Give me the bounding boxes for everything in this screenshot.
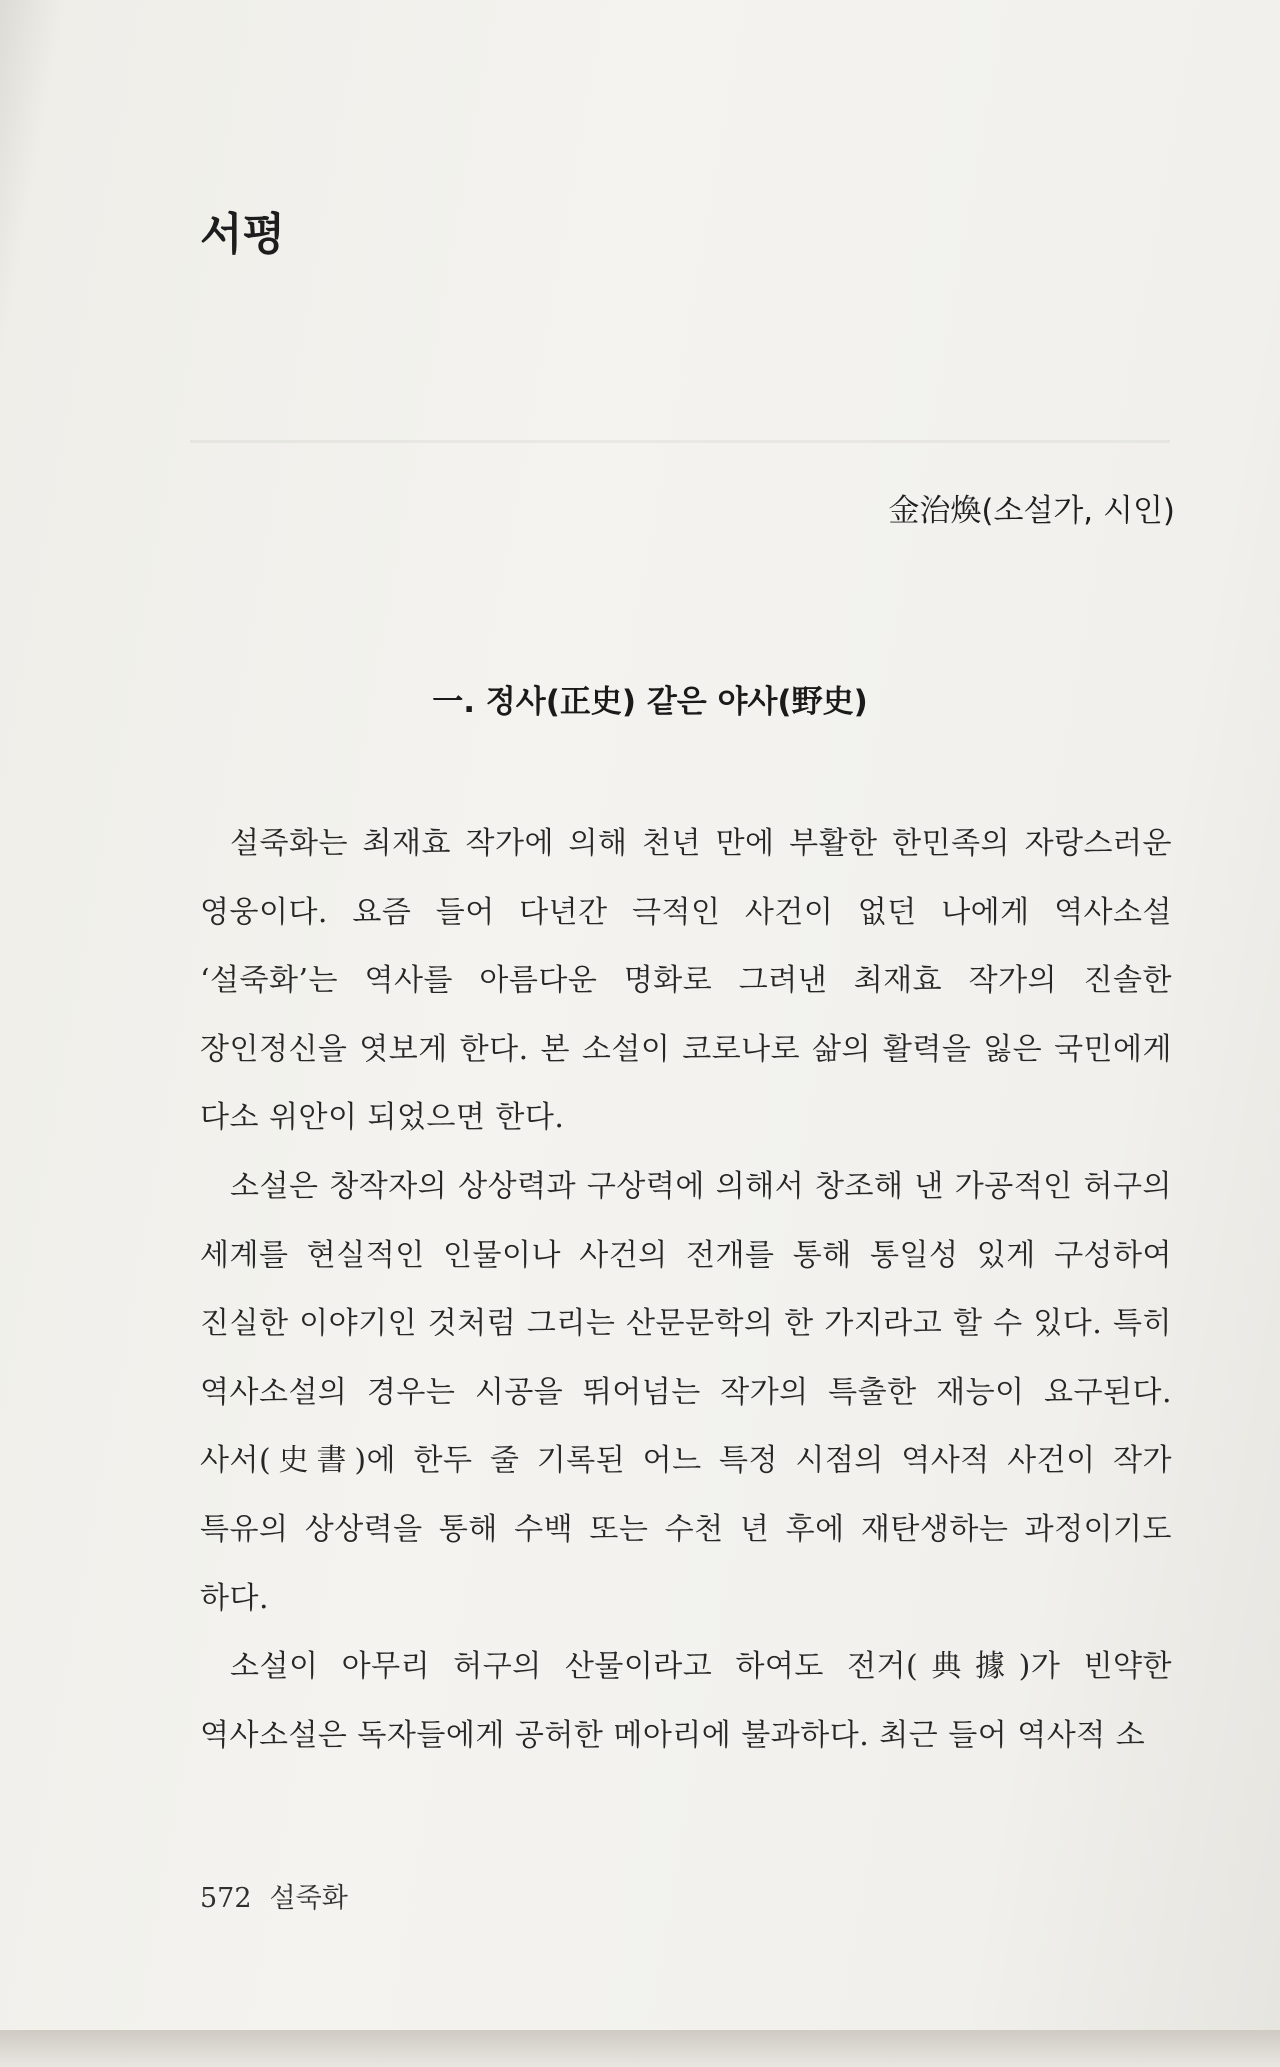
body-text (200, 810, 1172, 1770)
author-credit: 金治煥(소설가, 시인) (888, 493, 1175, 529)
paragraph-3: 소설이 아무리 허구의 산물이라고 하여도 전거(典據)가 빈약한 역사소설은 독자들에게 공허한 메아리에 불과하다. 최근 들어 역사적 소 (200, 1649, 1172, 1753)
paragraph-2: 소설은 창작자의 상상력과 구상력에 의해서 창조해 낸 가공적인 허구의 세계를 현실적인 인물이나 사건의 전개를 통해 통일성 있게 구성하여 진실한 이야기인 것처럼 그리는 산문문학의 한 가지라고 할 수 있다. 특히 역사소설의 경우는 시공을 뛰어넘는 작가의 특출한 재능이 요구된다. 사서(史書)에 한두 줄 기록된 어느 특정 시점의 역사적 사건이 작가 특유의 상상력을 통해 수백 또는 수천 년 후에 재탄생하는 과정이기도 하다. (200, 1168, 1172, 1616)
chapter-title: 一. 정사(正史) 같은 야사(野史) (432, 684, 868, 720)
paragraph-1: 설죽화는 최재효 작가에 의해 천년 만에 부활한 한민족의 자랑스러운 영웅이다. 요즘 들어 다년간 극적인 사건이 없던 나에게 역사소설 ‘설죽화’는 역사를 아름다운 명화로 그려낸 최재효 작가의 진솔한 장인정신을 엿보게 한다. 본 소설이 코로나로 삶의 활력을 잃은 국민에게 다소 위안이 되었으면 한다. (200, 826, 1172, 1136)
page-edge (0, 2030, 1280, 2067)
page-number: 572 (200, 1883, 252, 1914)
section-heading: 서평 (200, 209, 286, 260)
running-title: 설죽화 (269, 1883, 348, 1914)
page-footer (200, 1876, 348, 1915)
